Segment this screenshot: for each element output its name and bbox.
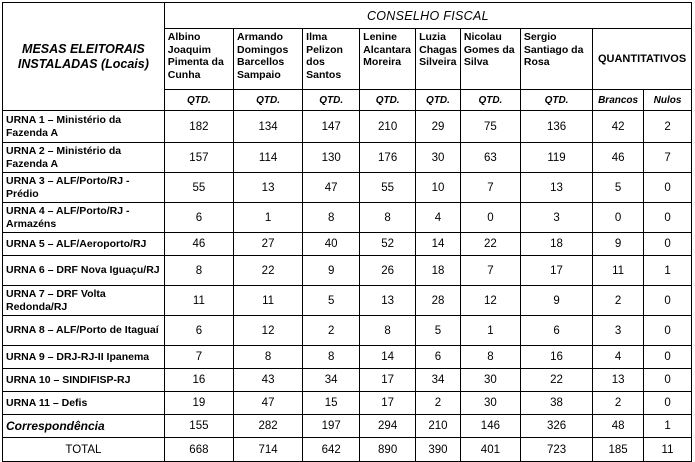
- value-cell: 119: [520, 143, 592, 173]
- value-cell: 2: [644, 111, 692, 143]
- row-label: URNA 6 – DRF Nova Iguaçu/RJ: [3, 256, 165, 286]
- value-cell: 7: [460, 173, 520, 203]
- value-cell: 46: [164, 233, 233, 256]
- value-cell: 22: [520, 369, 592, 392]
- value-cell: 55: [164, 173, 233, 203]
- value-cell: 30: [460, 392, 520, 415]
- value-cell: 294: [360, 415, 416, 438]
- value-cell: 15: [303, 392, 360, 415]
- value-cell: 11: [164, 286, 233, 316]
- row-label: Correspondência: [3, 415, 165, 438]
- value-cell: 6: [164, 316, 233, 346]
- value-cell: 3: [520, 203, 592, 233]
- value-cell: 30: [416, 143, 461, 173]
- quantitativos-header: QUANTITATIVOS: [593, 29, 692, 90]
- value-cell: 17: [360, 392, 416, 415]
- value-cell: 13: [360, 286, 416, 316]
- value-cell: 17: [360, 369, 416, 392]
- table-row: [3, 286, 692, 316]
- value-cell: 8: [164, 256, 233, 286]
- value-cell: 1: [460, 316, 520, 346]
- value-cell: 8: [360, 203, 416, 233]
- value-cell: 114: [233, 143, 302, 173]
- value-cell: 146: [460, 415, 520, 438]
- value-cell: 2: [593, 286, 644, 316]
- value-cell: 6: [416, 346, 461, 369]
- row-label: URNA 7 – DRF Volta Redonda/RJ: [3, 286, 165, 316]
- value-cell: 0: [644, 233, 692, 256]
- value-cell: 63: [460, 143, 520, 173]
- value-cell: 890: [360, 438, 416, 462]
- value-cell: 2: [303, 316, 360, 346]
- table-row: [3, 143, 692, 173]
- value-cell: 19: [164, 392, 233, 415]
- total-row: [3, 438, 692, 462]
- value-cell: 134: [233, 111, 302, 143]
- value-cell: 12: [233, 316, 302, 346]
- value-cell: 210: [360, 111, 416, 143]
- value-cell: 2: [593, 392, 644, 415]
- subheader-cell: QTD.: [303, 90, 360, 111]
- value-cell: 22: [460, 233, 520, 256]
- value-cell: 5: [593, 173, 644, 203]
- row-label: URNA 4 – ALF/Porto/RJ - Armazéns: [3, 203, 165, 233]
- value-cell: 0: [644, 286, 692, 316]
- value-cell: 11: [644, 438, 692, 462]
- value-cell: 29: [416, 111, 461, 143]
- subheader-cell: Brancos: [593, 90, 644, 111]
- value-cell: 326: [520, 415, 592, 438]
- correspondencia-row: [3, 415, 692, 438]
- value-cell: 38: [520, 392, 592, 415]
- value-cell: 5: [416, 316, 461, 346]
- table-row: [3, 346, 692, 369]
- value-cell: 14: [360, 346, 416, 369]
- value-cell: 714: [233, 438, 302, 462]
- value-cell: 668: [164, 438, 233, 462]
- table-row: [3, 392, 692, 415]
- value-cell: 27: [233, 233, 302, 256]
- row-label: URNA 9 – DRJ-RJ-II Ipanema: [3, 346, 165, 369]
- value-cell: 18: [520, 233, 592, 256]
- value-cell: 7: [164, 346, 233, 369]
- subheader-cell: QTD.: [460, 90, 520, 111]
- value-cell: 18: [416, 256, 461, 286]
- value-cell: 390: [416, 438, 461, 462]
- conselho-fiscal-header: CONSELHO FISCAL: [164, 3, 691, 29]
- value-cell: 642: [303, 438, 360, 462]
- row-label: URNA 1 – Ministério da Fazenda A: [3, 111, 165, 143]
- value-cell: 10: [416, 173, 461, 203]
- value-cell: 0: [644, 316, 692, 346]
- value-cell: 176: [360, 143, 416, 173]
- table-row: [3, 173, 692, 203]
- candidate-header: Nicolau Gomes da Silva: [460, 29, 520, 90]
- subheader-cell: Nulos: [644, 90, 692, 111]
- value-cell: 40: [303, 233, 360, 256]
- value-cell: 7: [644, 143, 692, 173]
- subheader-cell: QTD.: [233, 90, 302, 111]
- row-label: URNA 10 – SINDIFISP-RJ: [3, 369, 165, 392]
- value-cell: 4: [416, 203, 461, 233]
- value-cell: 0: [644, 392, 692, 415]
- value-cell: 197: [303, 415, 360, 438]
- value-cell: 12: [460, 286, 520, 316]
- value-cell: 13: [233, 173, 302, 203]
- table-row: [3, 369, 692, 392]
- value-cell: 8: [303, 346, 360, 369]
- value-cell: 7: [460, 256, 520, 286]
- table-row: [3, 316, 692, 346]
- value-cell: 28: [416, 286, 461, 316]
- value-cell: 130: [303, 143, 360, 173]
- value-cell: 9: [520, 286, 592, 316]
- value-cell: 47: [233, 392, 302, 415]
- value-cell: 8: [460, 346, 520, 369]
- value-cell: 13: [520, 173, 592, 203]
- value-cell: 22: [233, 256, 302, 286]
- value-cell: 1: [644, 256, 692, 286]
- value-cell: 1: [644, 415, 692, 438]
- value-cell: 26: [360, 256, 416, 286]
- candidate-header: Sergio Santiago da Rosa: [520, 29, 592, 90]
- value-cell: 3: [593, 316, 644, 346]
- value-cell: 47: [303, 173, 360, 203]
- candidate-header: Luzia Chagas Silveira: [416, 29, 461, 90]
- table-row: [3, 111, 692, 143]
- value-cell: 34: [303, 369, 360, 392]
- subheader-cell: QTD.: [164, 90, 233, 111]
- value-cell: 16: [520, 346, 592, 369]
- value-cell: 34: [416, 369, 461, 392]
- value-cell: 30: [460, 369, 520, 392]
- value-cell: 11: [593, 256, 644, 286]
- subheader-cell: QTD.: [360, 90, 416, 111]
- value-cell: 55: [360, 173, 416, 203]
- value-cell: 401: [460, 438, 520, 462]
- table-row: [3, 203, 692, 233]
- candidate-header: Albino Joaquim Pimenta da Cunha: [164, 29, 233, 90]
- candidate-header: Lenine Alcantara Moreira: [360, 29, 416, 90]
- candidate-header: Ilma Pelizon dos Santos: [303, 29, 360, 90]
- value-cell: 9: [593, 233, 644, 256]
- value-cell: 0: [644, 369, 692, 392]
- table-row: [3, 256, 692, 286]
- value-cell: 147: [303, 111, 360, 143]
- value-cell: 182: [164, 111, 233, 143]
- value-cell: 6: [520, 316, 592, 346]
- subheader-cell: QTD.: [520, 90, 592, 111]
- value-cell: 723: [520, 438, 592, 462]
- row-label: TOTAL: [3, 438, 165, 462]
- value-cell: 155: [164, 415, 233, 438]
- value-cell: 75: [460, 111, 520, 143]
- value-cell: 17: [520, 256, 592, 286]
- value-cell: 52: [360, 233, 416, 256]
- value-cell: 8: [233, 346, 302, 369]
- value-cell: 157: [164, 143, 233, 173]
- value-cell: 6: [164, 203, 233, 233]
- value-cell: 16: [164, 369, 233, 392]
- value-cell: 14: [416, 233, 461, 256]
- value-cell: 136: [520, 111, 592, 143]
- value-cell: 282: [233, 415, 302, 438]
- subheader-cell: QTD.: [416, 90, 461, 111]
- row-label: URNA 8 – ALF/Porto de Itaguaí: [3, 316, 165, 346]
- election-results-table: [2, 2, 692, 462]
- value-cell: 0: [593, 203, 644, 233]
- row-label: URNA 5 – ALF/Aeroporto/RJ: [3, 233, 165, 256]
- value-cell: 2: [416, 392, 461, 415]
- value-cell: 11: [233, 286, 302, 316]
- value-cell: 0: [644, 203, 692, 233]
- value-cell: 4: [593, 346, 644, 369]
- row-label: URNA 3 – ALF/Porto/RJ - Prédio: [3, 173, 165, 203]
- row-label: URNA 2 – Ministério da Fazenda A: [3, 143, 165, 173]
- mesas-header: MESAS ELEITORAIS INSTALADAS (Locais): [3, 3, 165, 111]
- value-cell: 43: [233, 369, 302, 392]
- value-cell: 185: [593, 438, 644, 462]
- value-cell: 13: [593, 369, 644, 392]
- row-label: URNA 11 – Defis: [3, 392, 165, 415]
- value-cell: 46: [593, 143, 644, 173]
- candidate-header: Armando Domingos Barcellos Sampaio: [233, 29, 302, 90]
- table-row: [3, 233, 692, 256]
- value-cell: 1: [233, 203, 302, 233]
- value-cell: 0: [644, 346, 692, 369]
- value-cell: 9: [303, 256, 360, 286]
- value-cell: 42: [593, 111, 644, 143]
- value-cell: 8: [303, 203, 360, 233]
- value-cell: 8: [360, 316, 416, 346]
- value-cell: 48: [593, 415, 644, 438]
- value-cell: 5: [303, 286, 360, 316]
- value-cell: 0: [644, 173, 692, 203]
- value-cell: 0: [460, 203, 520, 233]
- value-cell: 210: [416, 415, 461, 438]
